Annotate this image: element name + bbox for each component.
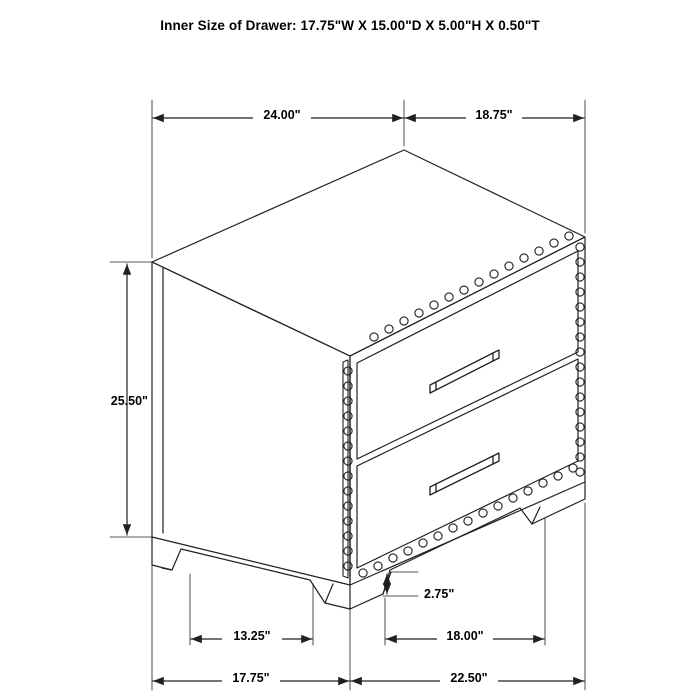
cabinet-outline: [152, 150, 585, 585]
base-legs: [152, 482, 585, 609]
dim-bottom-outer-left-label: 17.75": [232, 671, 270, 685]
front-trim-edges: [163, 268, 350, 576]
dim-bottom-inner-left-label: 13.25": [233, 629, 271, 643]
nailhead-trim-front: [343, 360, 348, 578]
dim-bottom-inner-right-label: 18.00": [446, 629, 484, 643]
dim-leg-height-label: 2.75": [424, 587, 455, 601]
handle-lower: [430, 453, 499, 495]
nailhead-studs: [344, 232, 584, 577]
page-title: Inner Size of Drawer: 17.75"W X 15.00"D X 5.00"H X 0.50"T: [160, 18, 540, 33]
drawer-upper: [357, 251, 578, 459]
handle-upper: [430, 350, 499, 393]
dim-bottom-outer-right-label: 22.50": [450, 671, 488, 685]
dim-top-left-label: 24.00": [263, 108, 301, 122]
dim-top-right-label: 18.75": [475, 108, 513, 122]
dim-left-height-label: 25.50": [110, 394, 148, 408]
